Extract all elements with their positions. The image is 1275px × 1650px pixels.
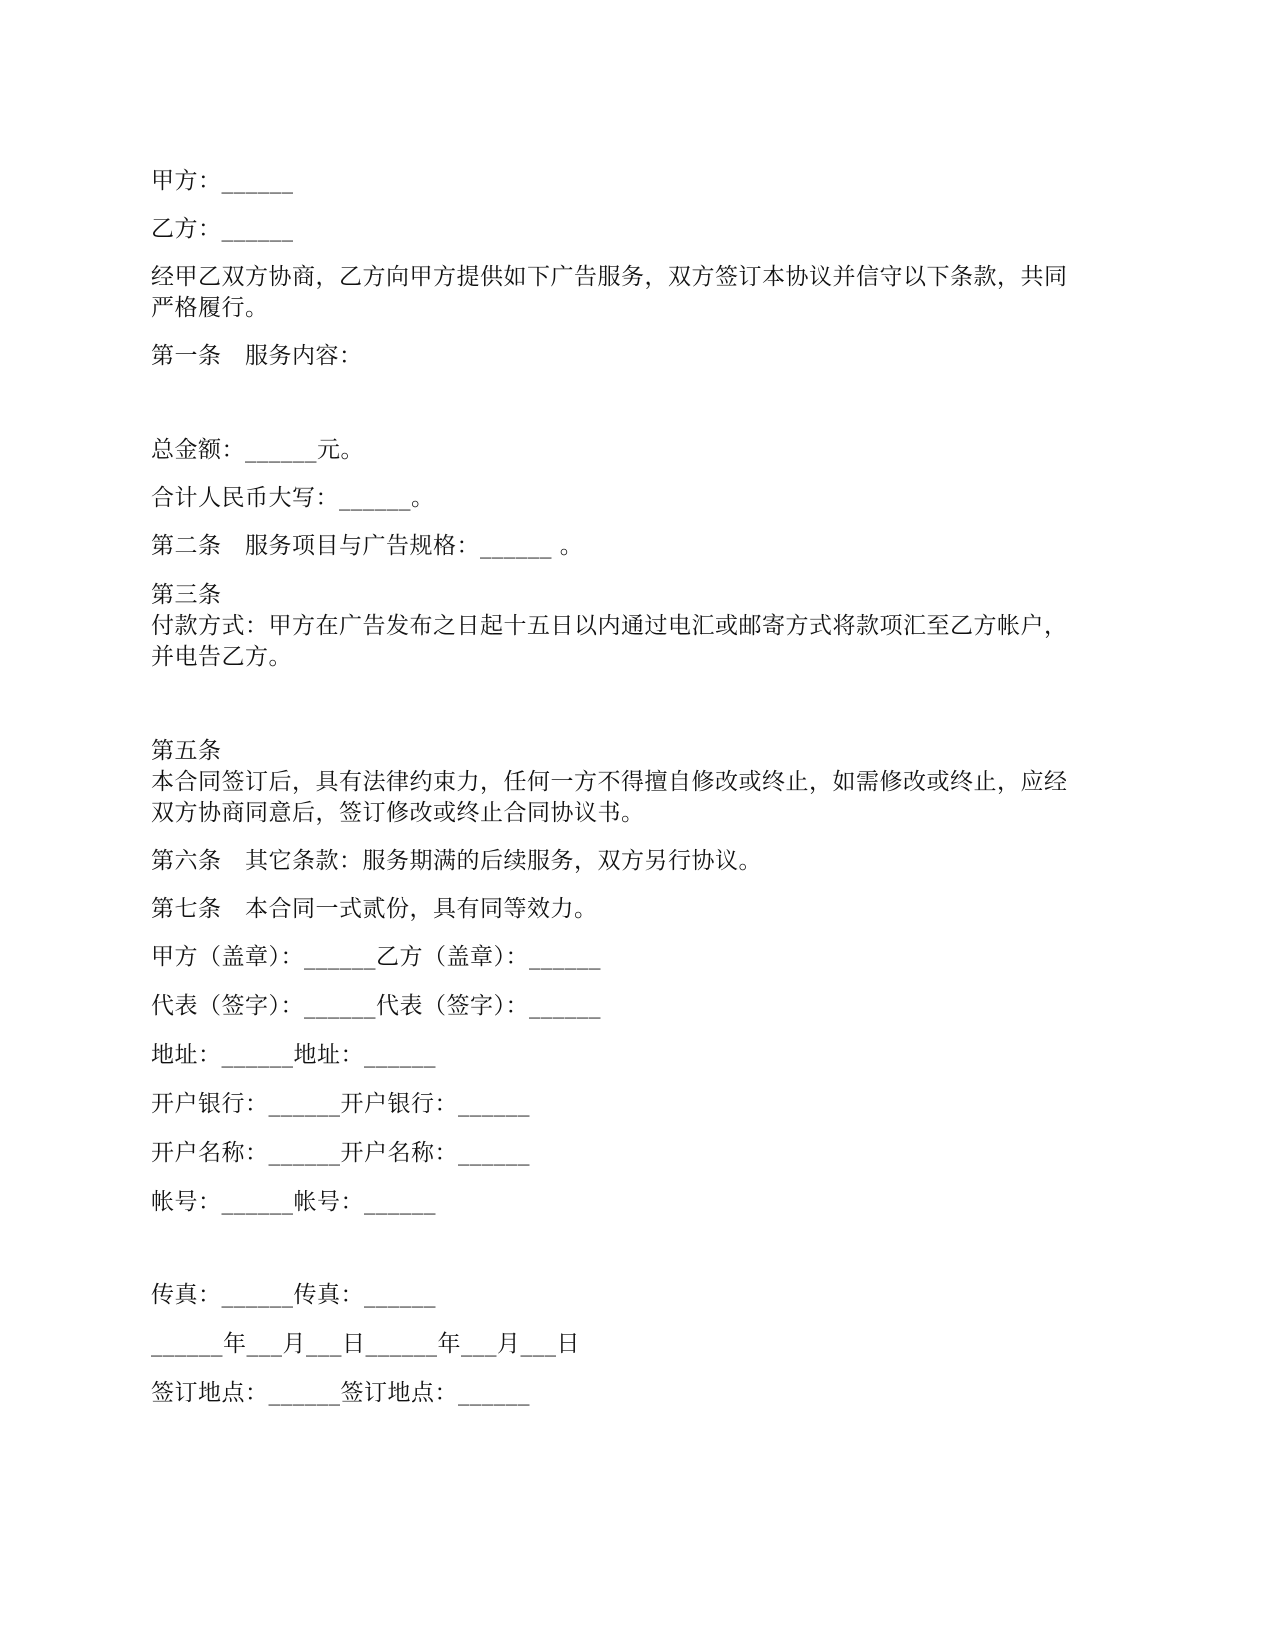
- representative-line: 代表（签字）：______代表（签字）：______: [151, 993, 601, 1019]
- fax-line: 传真：______传真：______: [151, 1282, 436, 1308]
- total-amount: 总金额：______元。: [151, 437, 364, 463]
- seal-line: 甲方（盖章）：______乙方（盖章）：______: [151, 944, 601, 970]
- article-1: 第一条 服务内容：: [151, 343, 363, 369]
- bank-line: 开户银行：______开户银行：______: [151, 1091, 530, 1117]
- article-3-title: 第三条: [151, 582, 222, 608]
- signing-place-line: 签订地点：______签订地点：______: [151, 1380, 530, 1406]
- article-3-line-1: 付款方式：甲方在广告发布之日起十五日以内通过电汇或邮寄方式将款项汇至乙方帐户，: [151, 613, 1068, 639]
- article-6: 第六条 其它条款：服务期满的后续服务，双方另行协议。: [151, 848, 762, 874]
- date-line: ______年___月___日______年___月___日: [151, 1331, 580, 1357]
- article-5-line-1: 本合同签订后，具有法律约束力，任何一方不得擅自修改或终止，如需修改或终止，应经: [151, 769, 1068, 795]
- article-2: 第二条 服务项目与广告规格：______ 。: [151, 533, 584, 559]
- article-5-title: 第五条: [151, 738, 222, 764]
- address-line: 地址：______地址：______: [151, 1042, 436, 1068]
- article-7: 第七条 本合同一式贰份，具有同等效力。: [151, 896, 598, 922]
- intro-line-1: 经甲乙双方协商，乙方向甲方提供如下广告服务，双方签订本协议并信守以下条款，共同: [151, 264, 1068, 290]
- account-name-line: 开户名称：______开户名称：______: [151, 1140, 530, 1166]
- party-b-line: 乙方：______: [151, 216, 294, 242]
- account-number-line: 帐号：______帐号：______: [151, 1189, 436, 1215]
- article-5-line-2: 双方协商同意后，签订修改或终止合同协议书。: [151, 800, 645, 826]
- intro-line-2: 严格履行。: [151, 295, 269, 321]
- article-3-line-2: 并电告乙方。: [151, 644, 292, 670]
- party-a-line: 甲方：______: [151, 168, 294, 194]
- total-rmb: 合计人民币大写：______。: [151, 485, 435, 511]
